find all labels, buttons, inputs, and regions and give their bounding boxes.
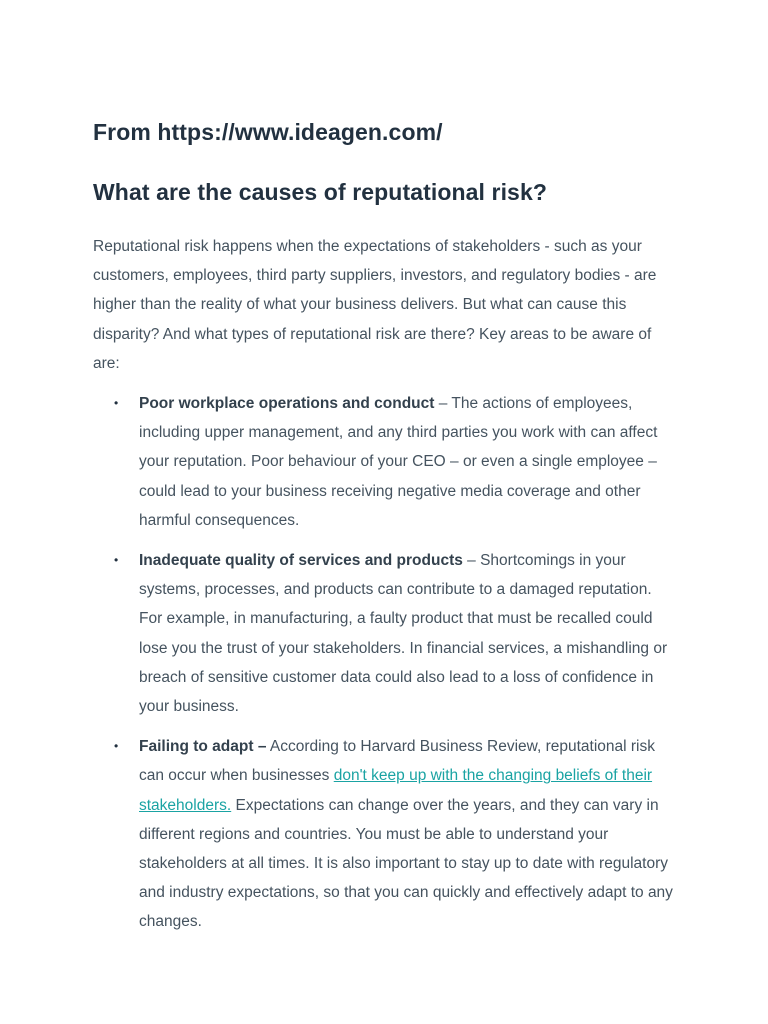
item-title: Inadequate quality of services and products xyxy=(139,552,463,570)
item-text: – Shortcomings in your systems, processes, and products can contribute to a damaged reputation. For example, in manufacturing, a faulty product that must be recalled could lose you the trust of your stakeholders. In financial services, a mishandling or breach of sensitive customer data could also lead to a loss of confidence in your business. xyxy=(139,552,668,716)
list-item-workplace-conduct xyxy=(93,389,678,535)
item-text: – The actions of employees, including upper management, and any third parties you work with can affect your reputation. Poor behaviour of your CEO – or even a single employee – could lead to your business receiving negative media coverage and other harmful consequences. xyxy=(139,395,658,529)
stakeholders-beliefs-link[interactable]: don't keep up with the changing beliefs of their stakeholders. xyxy=(139,767,653,814)
item-title: Poor workplace operations and conduct xyxy=(139,395,435,412)
main-heading: What are the causes of reputational risk? xyxy=(93,179,547,205)
item-title: Failing to adapt – xyxy=(139,738,267,756)
source-heading: From https://www.ideagen.com/ xyxy=(93,119,443,145)
bullet-icon: • xyxy=(114,739,119,754)
intro-paragraph: Reputational risk happens when the expectations of stakeholders - such as your customers, employees, third party suppliers, investors, and regulatory bodies - are higher than the reality of what your business delivers. But what can cause this disparity? And what types of reputational risk are there? Key areas to be aware of are: xyxy=(93,238,657,372)
risk-causes-list xyxy=(93,389,678,948)
list-item-failing-to-adapt xyxy=(93,732,678,936)
item-text-before-link: According to Harvard Business Review, reputational risk can occur when businesses xyxy=(139,738,655,785)
bullet-icon: • xyxy=(114,553,119,568)
bullet-icon: • xyxy=(114,396,119,410)
item-text-after-link: Expectations can change over the years, and they can vary in different regions and countries. You must be able to understand your stakeholders at all times. It is also important to stay up to date with regulatory and industry expectations, so that you can quickly and effectively adapt to any changes. xyxy=(139,796,673,931)
list-item-quality xyxy=(93,546,678,721)
